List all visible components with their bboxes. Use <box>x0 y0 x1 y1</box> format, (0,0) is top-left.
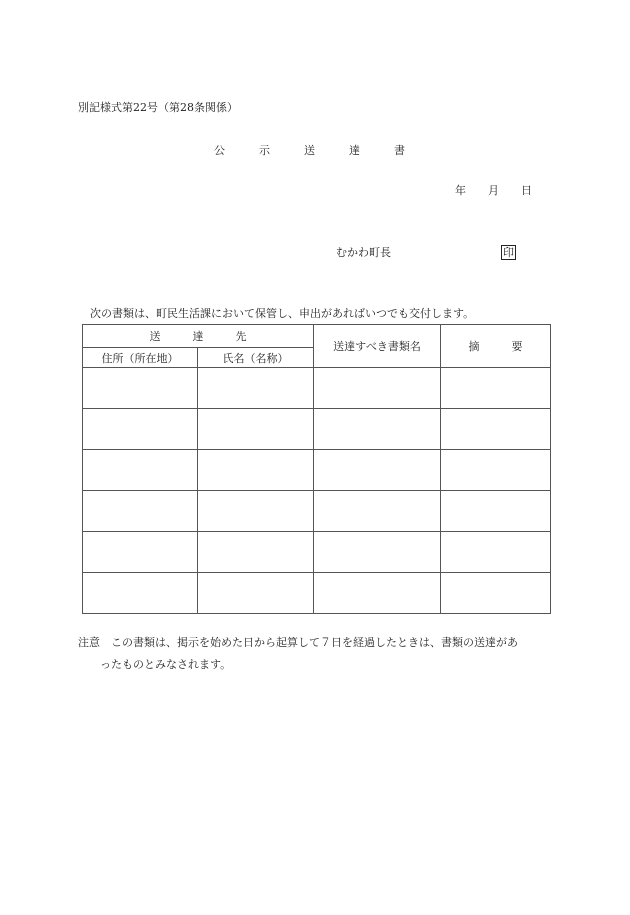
documents-cell <box>314 450 441 491</box>
name-cell <box>198 491 314 532</box>
name-cell <box>198 450 314 491</box>
note <box>78 632 558 676</box>
recipient-header: 送 達 先 <box>83 325 314 348</box>
address-header: 住所（所在地） <box>83 348 198 368</box>
name-cell <box>198 409 314 450</box>
remarks-cell <box>441 368 551 409</box>
name-header: 氏名（名称） <box>198 348 314 368</box>
mayor-title: むかわ町長 <box>336 246 391 259</box>
name-cell <box>198 573 314 614</box>
documents-cell <box>314 573 441 614</box>
date-line <box>455 184 554 198</box>
remarks-cell <box>441 409 551 450</box>
title-char: 示 <box>259 144 270 157</box>
table-row <box>83 409 551 450</box>
address-cell <box>83 368 198 409</box>
title-char: 達 <box>349 144 360 157</box>
table-row <box>83 450 551 491</box>
month-label: 月 <box>488 184 499 197</box>
documents-cell <box>314 532 441 573</box>
title-char: 公 <box>214 144 225 157</box>
remarks-header: 摘 要 <box>441 325 551 368</box>
day-label: 日 <box>521 184 532 197</box>
remarks-cell <box>441 491 551 532</box>
table-row <box>83 532 551 573</box>
name-cell <box>198 368 314 409</box>
intro-text: 次の書類は、町民生活課において保管し、申出があればいつでも交付します。 <box>90 307 475 320</box>
title-char: 送 <box>304 144 315 157</box>
address-cell <box>83 532 198 573</box>
address-cell <box>83 450 198 491</box>
recipient-table <box>82 324 551 614</box>
documents-cell <box>314 491 441 532</box>
remarks-cell <box>441 532 551 573</box>
table-row <box>83 491 551 532</box>
table-row <box>83 573 551 614</box>
note-line: 注意 この書類は、掲示を始めた日から起算して７日を経過したときは、書類の送達があ <box>78 636 518 649</box>
documents-cell <box>314 368 441 409</box>
documents-header: 送達すべき書類名 <box>314 325 441 368</box>
document-title <box>214 144 439 158</box>
address-cell <box>83 573 198 614</box>
form-number: 別記様式第22号（第28条関係） <box>78 101 238 114</box>
year-label: 年 <box>455 184 466 197</box>
title-char: 書 <box>394 144 405 157</box>
address-cell <box>83 409 198 450</box>
seal-mark: 印 <box>503 246 514 259</box>
address-cell <box>83 491 198 532</box>
remarks-cell <box>441 573 551 614</box>
name-cell <box>198 532 314 573</box>
table-row <box>83 368 551 409</box>
note-line: ったものとみなされます。 <box>100 658 232 671</box>
remarks-cell <box>441 450 551 491</box>
documents-cell <box>314 409 441 450</box>
